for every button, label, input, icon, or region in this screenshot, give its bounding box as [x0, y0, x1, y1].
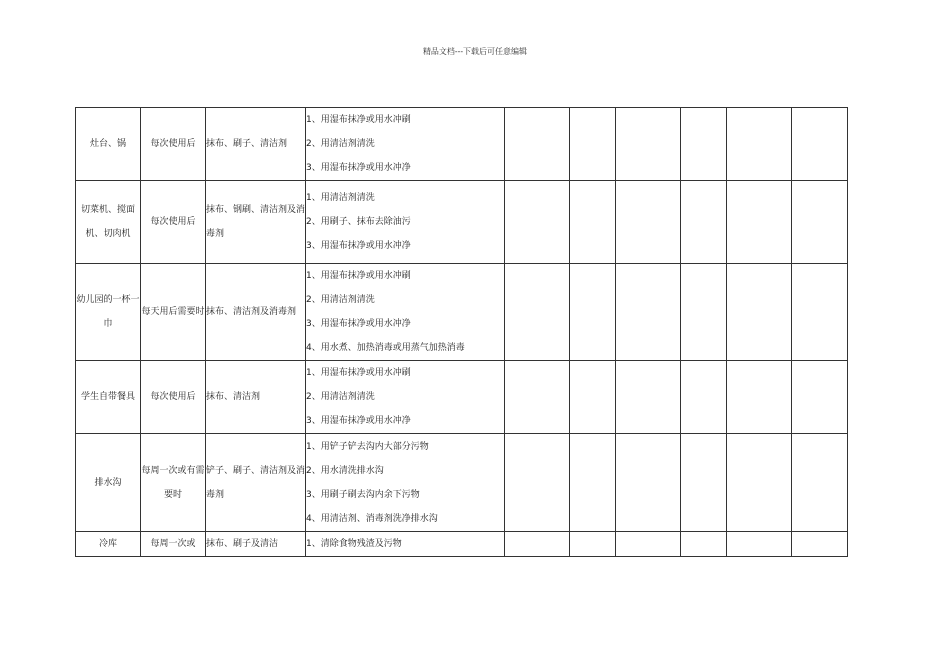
check-cell: [505, 361, 570, 434]
check-cell: [505, 264, 570, 361]
check-cell: [681, 264, 727, 361]
check-cell: [792, 434, 848, 532]
step-line: 3、用湿布抹净或用水冲净: [306, 416, 411, 426]
step-line: 4、用水煮、加热消毒或用蒸气加热消毒: [306, 343, 465, 353]
tools-cell-text: 铲子、刷子、清洁剂及消毒剂: [206, 465, 306, 500]
tools-cell-text: 抹布、清洁剂: [206, 392, 261, 402]
item-cell-text: 切菜机、搅面机、切肉机: [80, 205, 135, 239]
check-cell: [727, 181, 792, 264]
check-cell: [570, 434, 616, 532]
cleaning-schedule-table: [75, 107, 848, 557]
page-header: 精品文档---下载后可任意编辑: [422, 47, 528, 56]
frequency-cell: [141, 434, 206, 532]
check-cell: [681, 361, 727, 434]
check-cell: [616, 434, 681, 532]
step-line: 2、用刷子、抹布去除油污: [306, 217, 411, 227]
check-cell: [727, 532, 792, 557]
step-line: 2、用清洁剂清洗: [306, 392, 375, 402]
tools-cell-text: 抹布、清洁剂及消毒剂: [206, 307, 297, 317]
check-cell: [727, 108, 792, 181]
frequency-cell: [141, 361, 206, 434]
check-cell: [505, 532, 570, 557]
item-cell-text: 排水沟: [94, 477, 122, 488]
check-cell: [727, 264, 792, 361]
step-line: 3、用湿布抹净或用水冲净: [306, 319, 411, 329]
step-line: 1、清除食物残渣及污物: [306, 539, 402, 549]
tools-cell: [206, 264, 306, 361]
table-row: [76, 434, 848, 532]
steps-cell: [306, 532, 505, 557]
check-cell: [681, 108, 727, 181]
frequency-cell-text: 每周一次或: [150, 539, 196, 549]
step-line: 2、用清洁剂清洗: [306, 295, 375, 305]
check-cell: [681, 532, 727, 557]
steps-cell: [306, 181, 505, 264]
check-cell: [727, 434, 792, 532]
frequency-cell-text: 每周一次或有需要时: [141, 465, 205, 500]
check-cell: [570, 181, 616, 264]
check-cell: [616, 108, 681, 181]
item-cell: [76, 434, 141, 532]
check-cell: [792, 361, 848, 434]
tools-cell-text: 抹布、钢刷、清洁剂及消毒剂: [206, 205, 306, 239]
tools-cell: [206, 434, 306, 532]
check-cell: [570, 532, 616, 557]
step-line: 3、用刷子刷去沟内余下污物: [306, 489, 420, 500]
check-cell: [570, 264, 616, 361]
table-row: [76, 181, 848, 264]
check-cell: [505, 181, 570, 264]
table-row: [76, 532, 848, 557]
steps-cell: [306, 434, 505, 532]
steps-cell: [306, 108, 505, 181]
frequency-cell-text: 每次使用后: [150, 139, 196, 149]
table-row: [76, 361, 848, 434]
steps-cell: [306, 264, 505, 361]
check-cell: [570, 361, 616, 434]
frequency-cell-text: 每次使用后: [150, 392, 196, 402]
check-cell: [616, 181, 681, 264]
tools-cell-text: 抹布、刷子及清洁: [206, 539, 279, 549]
step-line: 3、用湿布抹净或用水冲净: [306, 163, 411, 173]
tools-cell-text: 抹布、刷子、清洁剂: [206, 139, 288, 149]
check-cell: [681, 434, 727, 532]
table-row: [76, 108, 848, 181]
tools-cell: [206, 108, 306, 181]
item-cell: [76, 532, 141, 557]
item-cell: [76, 361, 141, 434]
steps-cell: [306, 361, 505, 434]
item-cell-text: 灶台、锅: [89, 139, 126, 149]
step-line: 3、用湿布抹净或用水冲净: [306, 241, 411, 251]
check-cell: [792, 532, 848, 557]
item-cell-text: 冷库: [98, 539, 117, 549]
tools-cell: [206, 361, 306, 434]
item-cell: [76, 264, 141, 361]
frequency-cell: [141, 181, 206, 264]
item-cell: [76, 108, 141, 181]
frequency-cell: [141, 532, 206, 557]
check-cell: [616, 264, 681, 361]
step-line: 2、用水清洗排水沟: [306, 465, 384, 476]
check-cell: [616, 361, 681, 434]
step-line: 1、用湿布抹净或用水冲刷: [306, 368, 411, 378]
frequency-cell-text: 每次使用后: [150, 217, 196, 227]
tools-cell: [206, 532, 306, 557]
table-row: [76, 264, 848, 361]
check-cell: [792, 181, 848, 264]
step-line: 1、用湿布抹净或用水冲刷: [306, 115, 411, 125]
check-cell: [792, 108, 848, 181]
tools-cell: [206, 181, 306, 264]
item-cell-text: 幼儿园的一杯一巾: [76, 295, 140, 329]
item-cell: [76, 181, 141, 264]
check-cell: [505, 434, 570, 532]
frequency-cell-text: 每天用后需要时: [141, 307, 205, 317]
step-line: 2、用清洁剂清洗: [306, 139, 375, 149]
step-line: 1、用铲子铲去沟内大部分污物: [306, 441, 429, 452]
step-line: 1、用湿布抹净或用水冲刷: [306, 271, 411, 281]
check-cell: [792, 264, 848, 361]
check-cell: [570, 108, 616, 181]
step-line: 1、用清洁剂清洗: [306, 193, 375, 203]
check-cell: [616, 532, 681, 557]
frequency-cell: [141, 264, 206, 361]
check-cell: [681, 181, 727, 264]
frequency-cell: [141, 108, 206, 181]
check-cell: [505, 108, 570, 181]
step-line: 4、用清洁剂、消毒剂洗净排水沟: [306, 513, 438, 524]
item-cell-text: 学生自带餐具: [80, 392, 135, 402]
check-cell: [727, 361, 792, 434]
